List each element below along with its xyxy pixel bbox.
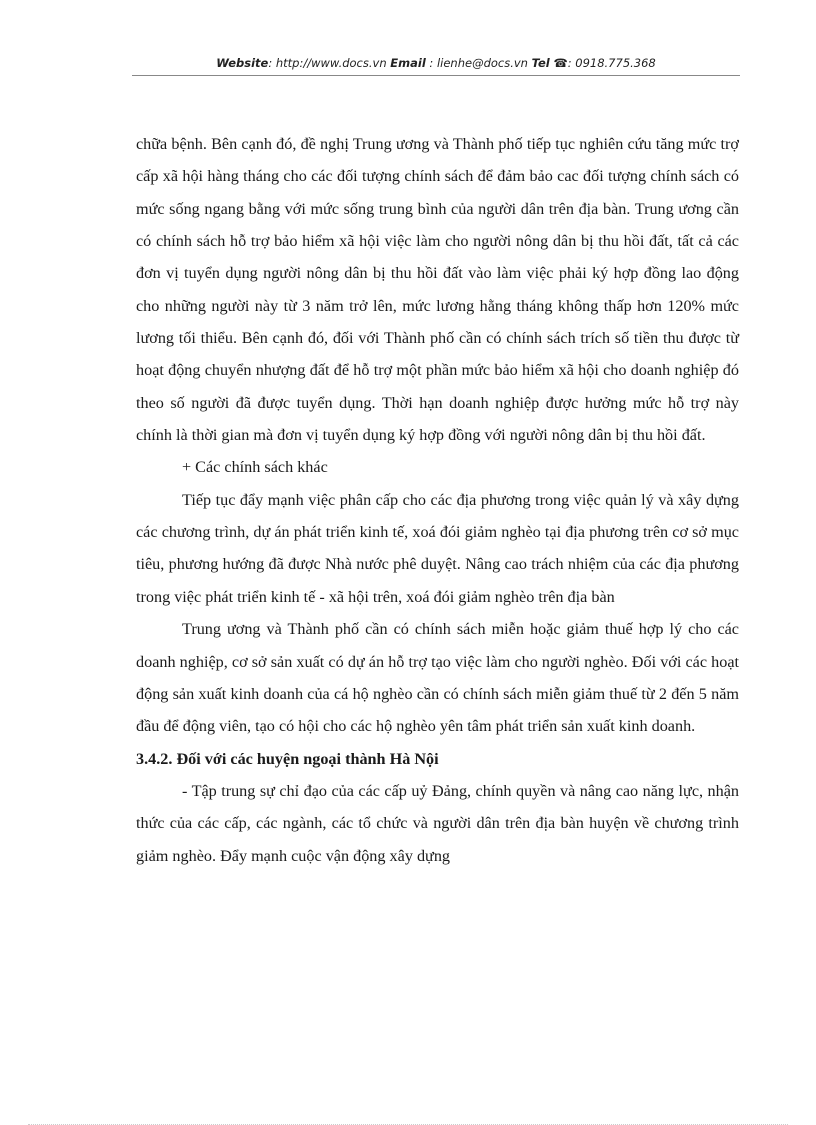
email-label: Email — [390, 56, 426, 70]
website-value: : http://www.docs.vn — [268, 56, 387, 70]
email-value: : lienhe@docs.vn — [429, 56, 528, 70]
subsection-other-policies: + Các chính sách khác — [182, 458, 328, 477]
tel-label: Tel — [531, 56, 550, 70]
document-body — [136, 128, 739, 872]
tel-value: : 0918.775.368 — [567, 56, 656, 70]
paragraph-tax-policy: Trung ương và Thành phố cần có chính sách miễn hoặc giảm thuế hợp lý cho các doanh nghiệp, cơ sở sản xuất có dự án hỗ trợ tạo việc làm cho người nghèo. Đối với các hoạt động sản xuất kinh doanh của cá hộ nghèo cần có chính sách miễn giảm thuế từ 2 đến 5 năm đầu để động viên, tạo có hội cho các hộ nghèo yên tâm phát triển sản xuất kinh doanh. — [136, 620, 739, 736]
section-heading: 3.4.2. Đối với các huyện ngoại thành Hà Nội — [136, 749, 439, 768]
phone-icon: ☎ — [553, 56, 568, 70]
page-header — [132, 56, 740, 70]
paragraph-continuation: chữa bệnh. Bên cạnh đó, đề nghị Trung ương và Thành phố tiếp tục nghiên cứu tăng mức trợ cấp xã hội hàng tháng cho các đối tượng chính sách để đảm bảo cac đối tượng chính sách có mức sống ngang bằng với mức sống trung bình của người dân trên địa bàn. Trung ương cần có chính sách hỗ trợ bảo hiểm xã hội việc làm cho người nông dân bị thu hồi đất, tất cả các đơn vị tuyển dụng người nông dân bị thu hồi đất vào làm việc phải ký hợp đồng lao động cho những người này từ 3 năm trở lên, mức lương hằng tháng không thấp hơn 120% mức lương tối thiểu. Bên cạnh đó, đối với Thành phố cần có chính sách trích số tiền thu được từ hoạt động chuyển nhượng đất để hỗ trợ một phần mức bảo hiểm xã hội cho doanh nghiệp đó theo số người đã được tuyển dụng. Thời hạn doanh nghiệp được hưởng mức hỗ trợ này chính là thời gian mà đơn vị tuyển dụng ký hợp đồng với người nông dân bị thu hồi đất. — [136, 135, 739, 445]
paragraph-leadership: - Tập trung sự chỉ đạo của các cấp uỷ Đảng, chính quyền và nâng cao năng lực, nhận thức của các cấp, các ngành, các tổ chức và người dân trên địa bàn huyện về chương trình giảm nghèo. Đẩy mạnh cuộc vận động xây dựng — [136, 781, 739, 865]
paragraph-decentralization: Tiếp tục đẩy mạnh việc phân cấp cho các địa phương trong việc quản lý và xây dựng các chương trình, dự án phát triển kinh tế, xoá đói giảm nghèo tại địa phương trên cơ sở mục tiêu, phương hướng đã được Nhà nước phê duyệt. Nâng cao trách nhiệm của các địa phương trong việc phát triển kinh tế - xã hội trên, xoá đói giảm nghèo trên địa bàn — [136, 490, 739, 606]
website-label: Website — [216, 56, 269, 70]
header-divider — [132, 75, 740, 76]
